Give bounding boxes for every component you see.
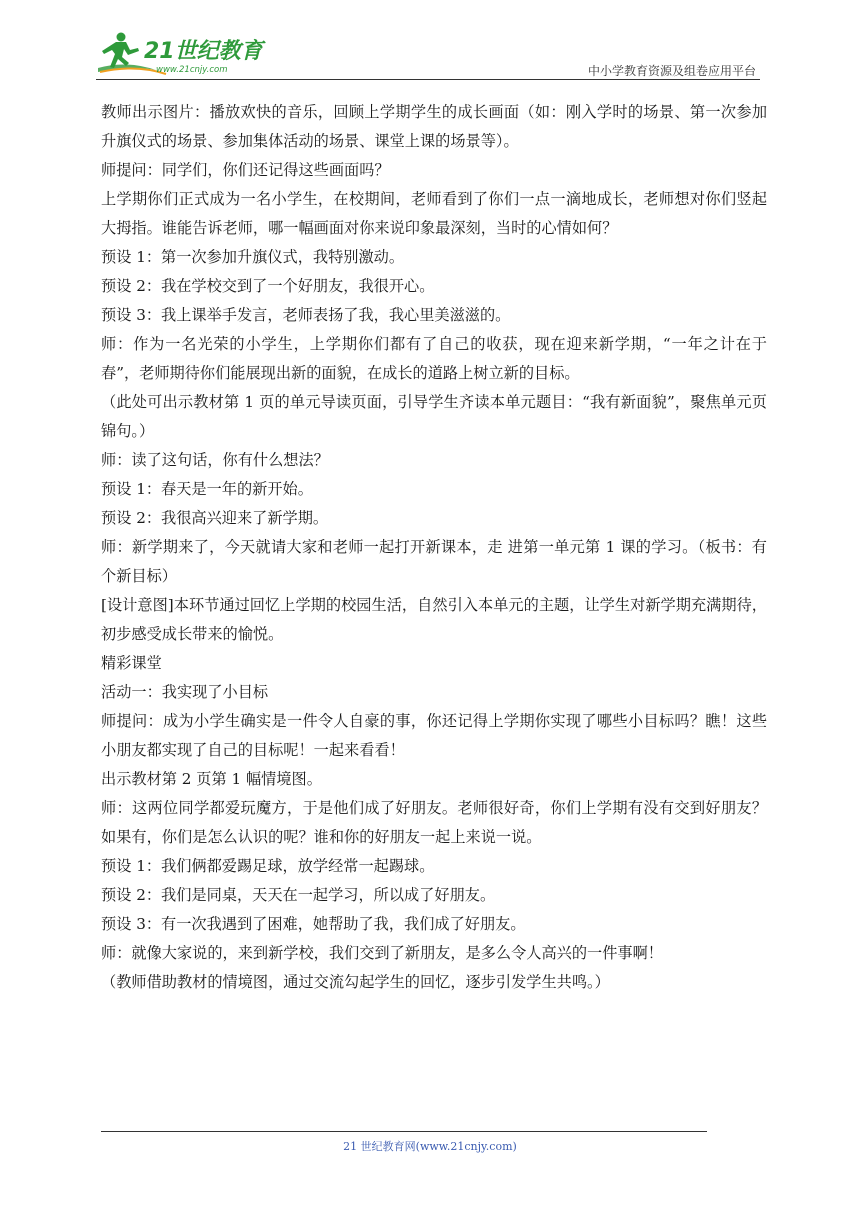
page-header [96,30,756,80]
paragraph: [设计意图]本环节通过回忆上学期的校园生活，自然引入本单元的主题，让学生对新学期充满期待，初步感受成长带来的愉悦。 [101,596,767,643]
paragraph: 师：新学期来了，今天就请大家和老师一起打开新课本，走 进第一单元第 1 课的学习。（板书：有个新目标） [101,538,767,585]
page-footer: 21 世纪教育网(www.21cnjy.com) [343,1140,517,1153]
header-platform-text: 中小学教育资源及组卷应用平台 [587,64,756,78]
paragraph: 预设 2：我很高兴迎来了新学期。 [101,509,329,527]
paragraph: 预设 2：我在学校交到了一个好朋友，我很开心。 [101,277,435,295]
activity-heading: 活动一：我实现了小目标 [101,683,269,701]
paragraph: 师：读了这句话，你有什么想法？ [101,451,329,469]
paragraph: （教师借助教材的情境图，通过交流勾起学生的回忆，逐步引发学生共鸣。） [101,973,610,991]
paragraph: 预设 1：春天是一年的新开始。 [101,480,313,498]
logo [96,30,266,76]
paragraph: （此处可出示教材第 1 页的单元导读页面，引导学生齐读本单元题目：“我有新面貌”，聚焦单元页锦句。） [101,393,767,440]
paragraph: 预设 1：第一次参加升旗仪式，我特别激动。 [101,248,405,266]
paragraph: 师：作为一名光荣的小学生，上学期你们都有了自己的收获，现在迎来新学期，“一年之计在于春”，老师期待你们能展现出新的面貌，在成长的道路上树立新的目标。 [101,335,767,382]
paragraph: 预设 1：我们俩都爱踢足球，放学经常一起踢球。 [101,857,435,875]
paragraph: 教师出示图片：播放欢快的音乐，回顾上学期学生的成长画面（如：刚入学时的场景、第一次参加升旗仪式的场景、参加集体活动的场景、课堂上课的场景等）。 [101,103,767,150]
header-divider [96,79,760,80]
runner-icon [102,33,139,69]
paragraph: 出示教材第 2 页第 1 幅情境图。 [101,770,322,788]
document-body [101,98,767,997]
footer-divider [101,1131,707,1132]
paragraph: 师提问：成为小学生确实是一件令人自豪的事，你还记得上学期你实现了哪些小目标吗？瞧！这些小朋友都实现了自己的目标呢！一起来看看！ [101,712,767,759]
paragraph: 预设 3：我上课举手发言，老师表扬了我，我心里美滋滋的。 [101,306,511,324]
section-heading: 精彩课堂 [101,654,162,672]
paragraph: 预设 3：有一次我遇到了困难，她帮助了我，我们成了好朋友。 [101,915,526,933]
paragraph: 师提问：同学们，你们还记得这些画面吗？ [101,161,390,179]
logo-text: 21世纪教育 [144,39,263,64]
paragraph: 预设 2：我们是同桌，天天在一起学习，所以成了好朋友。 [101,886,496,904]
paragraph: 上学期你们正式成为一名小学生，在校期间，老师看到了你们一点一滴地成长，老师想对你们竖起大拇指。谁能告诉老师，哪一幅画面对你来说印象最深刻，当时的心情如何？ [101,190,767,237]
logo-url: www.21cnjy.com [156,65,228,75]
paragraph: 师：就像大家说的，来到新学校，我们交到了新朋友，是多么令人高兴的一件事啊！ [101,944,663,962]
paragraph: 师：这两位同学都爱玩魔方，于是他们成了好朋友。老师很好奇，你们上学期有没有交到好朋友？如果有，你们是怎么认识的呢？谁和你的好朋友一起上来说一说。 [101,799,767,846]
